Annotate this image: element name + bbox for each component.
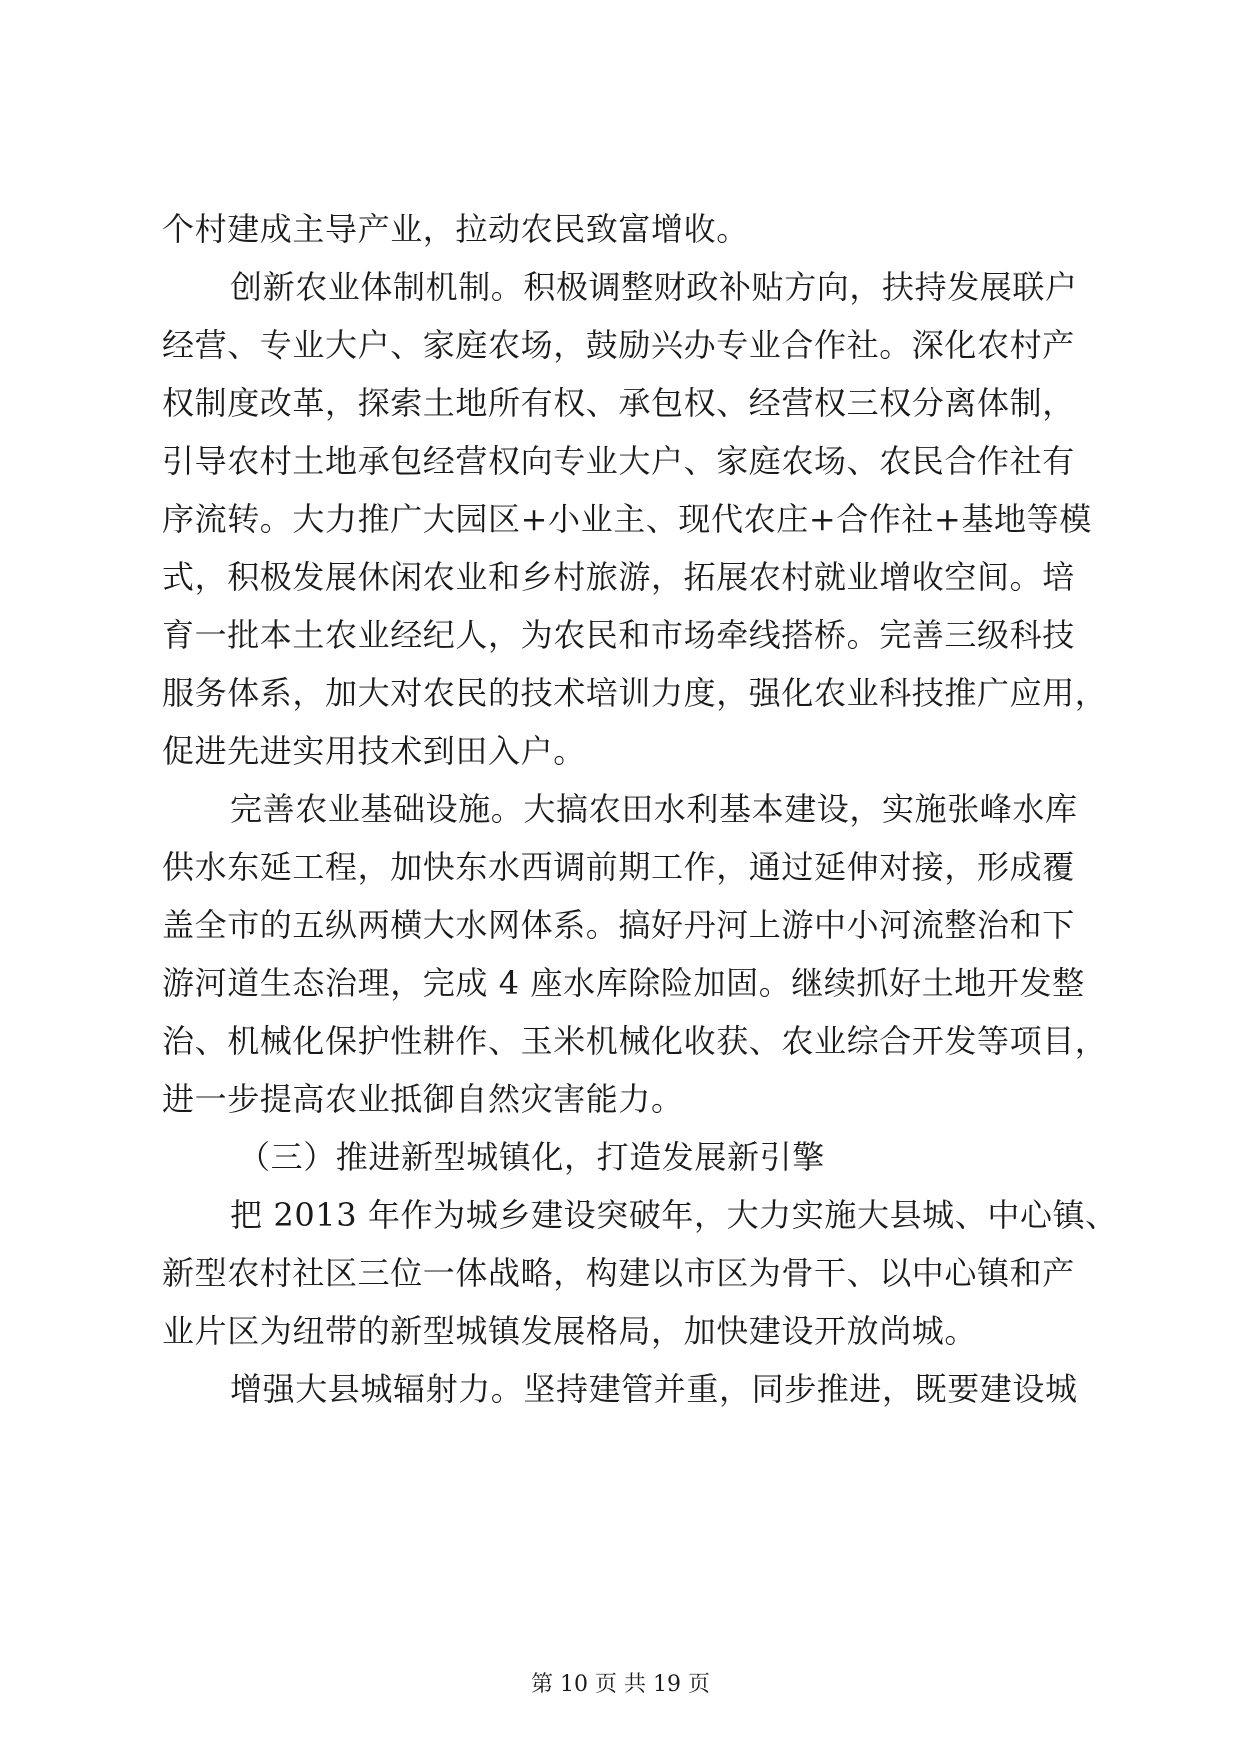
paragraph-line: 权制度改革，探索土地所有权、承包权、经营权三权分离体制， xyxy=(162,384,1075,422)
paragraph-line: 育一批本土农业经纪人，为农民和市场牵线搭桥。完善三级科技 xyxy=(162,616,1075,654)
paragraph-line: 治、机械化保护性耕作、玉米机械化收获、农业综合开发等项目， xyxy=(162,1022,1108,1060)
paragraph-line: 引导农村土地承包经营权向专业大户、家庭农场、农民合作社有 xyxy=(162,442,1075,480)
paragraph-line: 促进先进实用技术到田入户。 xyxy=(162,732,586,770)
paragraph-line: 创新农业体制机制。积极调整财政补贴方向，扶持发展联户 xyxy=(230,268,1078,306)
paragraph-line: 个村建成主导产业，拉动农民致富增收。 xyxy=(162,210,749,248)
body-text xyxy=(162,200,1118,1418)
paragraph-line: 进一步提高农业抵御自然灾害能力。 xyxy=(162,1080,684,1118)
paragraph-line: 把 2013 年作为城乡建设突破年，大力实施大县城、中心镇、 xyxy=(230,1196,1118,1234)
paragraph-line: 游河道生态治理，完成 4 座水库除险加固。继续抓好土地开发整 xyxy=(162,964,1085,1002)
paragraph-line: 盖全市的五纵两横大水网体系。搞好丹河上游中小河流整治和下 xyxy=(162,906,1075,944)
page-number-footer: 第 10 页 共 19 页 xyxy=(531,1672,710,1697)
paragraph-line: 增强大县城辐射力。坚持建管并重，同步推进，既要建设城 xyxy=(230,1370,1078,1408)
paragraph-line: 业片区为纽带的新型城镇发展格局，加快建设开放尚城。 xyxy=(162,1312,978,1350)
paragraph-line: 式，积极发展休闲农业和乡村旅游，拓展农村就业增收空间。培 xyxy=(162,558,1075,596)
paragraph-line: 供水东延工程，加快东水西调前期工作，通过延伸对接，形成覆 xyxy=(162,848,1075,886)
paragraph-line: 服务体系，加大对农民的技术培训力度，强化农业科技推广应用， xyxy=(162,674,1108,712)
paragraph-line: 经营、专业大户、家庭农场，鼓励兴办专业合作社。深化农村产 xyxy=(162,326,1075,364)
paragraph-line: 完善农业基础设施。大搞农田水利基本建设，实施张峰水库 xyxy=(230,790,1078,828)
paragraph-line: 新型农村社区三位一体战略，构建以市区为骨干、以中心镇和产 xyxy=(162,1254,1075,1292)
section-heading: （三）推进新型城镇化，打造发展新引擎 xyxy=(238,1138,825,1176)
paragraph-line: 序流转。大力推广大园区+小业主、现代农庄+合作社+基地等模 xyxy=(162,500,1092,538)
